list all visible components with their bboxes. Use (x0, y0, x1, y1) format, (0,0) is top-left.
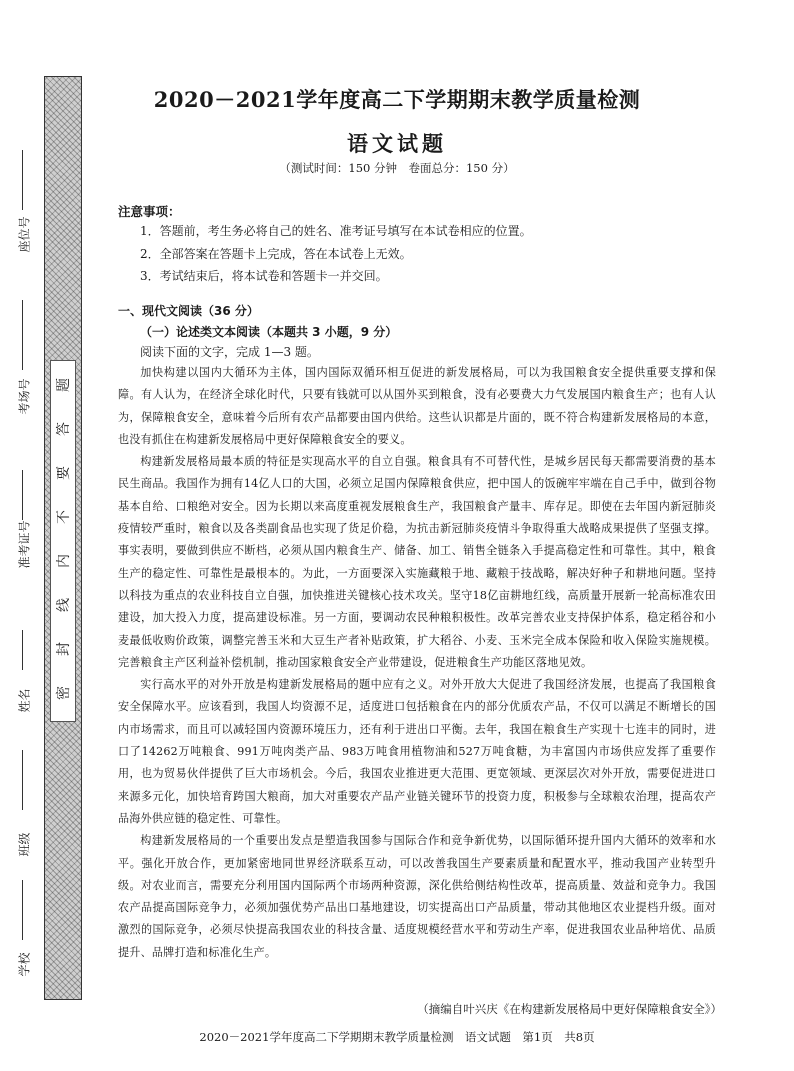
seal-char: 密 (56, 686, 72, 700)
exam-title: 2020－2021学年度高二下学期期末教学质量检测 (153, 87, 641, 112)
notes-title: 注意事项： (118, 204, 181, 219)
article-paragraph: 实行高水平的对外开放是构建新发展格局的题中应有之义。对外开放大大促进了我国经济发展，也提高了我国粮食安全保障水平。应该看到，我国人均资源不足，适度进口包括粮食在内的部分优质农产品，不仅可以满足不断增长的国内市场需求，而且可以减轻国内资源环境压力，还有利于进出口平衡。去年，我国在粮食生产实现十七连丰的同时，进口了14262万吨粮食、991万吨肉类产品、983万吨食用植物油和527万吨食糖，为丰富国内市场供应发挥了重要作用，也为贸易伙伴提供了巨大市场机会。今后，我国农业推进更大范围、更宽领域、更深层次对外开放，需要促进进口来源多元化，加快培育跨国大粮商，加大对重要农产品产业链关键环节的投资力度，积极参与全球粮农治理，提高农产品海外供应链的稳定性、可靠性。 (118, 678, 716, 825)
exam-room-label: 考场号 (17, 378, 32, 415)
exam-room-field[interactable] (14, 300, 34, 460)
seal-char: 题 (56, 378, 72, 392)
seal-line-box (50, 360, 76, 722)
exam-subtitle: 语文试题 (347, 131, 447, 156)
name-label: 姓名 (17, 688, 32, 713)
article-body (118, 362, 716, 964)
article-source: （摘编自叶兴庆《在构建新发展格局中更好保障粮食安全》） (417, 1002, 722, 1016)
note-item: 1．答题前，考生务必将自己的姓名、准考证号填写在本试卷相应的位置。 (140, 224, 532, 238)
section-heading: 一、现代文阅读（36 分） (118, 304, 259, 318)
seat-number-label: 座位号 (17, 216, 32, 253)
admission-number-field[interactable] (14, 470, 34, 630)
article-paragraph: 构建新发展格局的一个重要出发点是塑造我国参与国际合作和竞争新优势，以国际循环提升国内大循环的效率和水平。强化开放合作，更加紧密地同世界经济联系互动，可以改善我国生产要素质量和配置水平，推动我国产业转型升级。对农业而言，需要充分利用国内国际两个市场两种资源，深化供给侧结构性改革，提高质量、效益和竞争力。我国农产品提高国际竞争力，必须加强优势产品出口基地建设，切实提高出口产品质量，带动其他地区农业提档升级。面对激烈的国际竞争，必须尽快提高我国农业的科技含量、适度规模经营水平和劳动生产率，促进我国农业品种培优、品质提升、品牌打造和标准化生产。 (118, 834, 716, 959)
seal-char: 封 (56, 642, 72, 656)
class-label: 班级 (17, 832, 32, 857)
class-field[interactable] (14, 750, 34, 880)
page-footer: 2020－2021学年度高二下学期期末教学质量检测 语文试题 第1页 共8页 (199, 1030, 595, 1044)
seal-char: 线 (56, 598, 72, 612)
article-paragraph: 加快构建以国内大循环为主体，国内国际双循环相互促进的新发展格局，可以为我国粮食安全提供重要支撑和保障。有人认为，在经济全球化时代，只要有钱就可以从国外买到粮食，没有必要费大力气发展国内粮食生产；也有人认为，保障粮食安全，意味着今后所有农产品都要由国内供给。这些认识都是片面的，既不符合构建新发展格局的本意，也没有抓住在构建新发展格局中更好保障粮食安全的要义。 (118, 366, 716, 446)
seal-char: 内 (56, 554, 72, 568)
exam-info: （测试时间：150 分钟 卷面总分：150 分） (279, 161, 515, 175)
seal-char: 要 (56, 466, 72, 480)
school-field[interactable] (14, 880, 34, 990)
admission-number-label: 准考证号 (17, 520, 32, 569)
school-label: 学校 (17, 952, 32, 977)
article-paragraph: 构建新发展格局最本质的特征是实现高水平的自立自强。粮食具有不可替代性，是城乡居民每天都需要消费的基本民生商品。我国作为拥有14亿人口的大国，必须立足国内保障粮食供应，把中国人的饭碗牢牢端在自己手中，做到谷物基本自给、口粮绝对安全。因为长期以来高度重视发展粮食生产，我国粮食产量丰、库存足。即使在去年国内新冠肺炎疫情较严重时，粮食以及各类副食品也实现了货足价稳，为抗击新冠肺炎疫情斗争取得重大战略成果提供了坚强支撑。事实表明，要做到供应不断档，必须从国内粮食生产、储备、加工、销售全链条入手提高稳定性和可靠性。其中，粮食生产的稳定性、可靠性是最根本的。为此，一方面要深入实施藏粮于地、藏粮于技战略，解决好种子和耕地问题。坚持以科技为重点的农业科技自立自强，加快推进关键核心技术攻关。坚守18亿亩耕地红线，高质量开展新一轮高标准农田建设，加大投入力度，提高建设标准。另一方面，要调动农民种粮积极性。改革完善农业支持保护体系，稳定稻谷和小麦最低收购价政策，调整完善玉米和大豆生产者补贴政策，扩大稻谷、小麦、玉米完全成本保险和收入保险实施规模。完善粮食主产区利益补偿机制，推动国家粮食安全产业带建设，促进粮食生产功能区落地见效。 (118, 455, 716, 669)
seal-char: 不 (56, 510, 72, 524)
note-item: 3．考试结束后，将本试卷和答题卡一并交回。 (140, 269, 388, 283)
name-field[interactable] (14, 630, 34, 750)
seal-char: 答 (56, 422, 72, 436)
sub-section-heading: （一）论述类文本阅读（本题共 3 小题，9 分） (140, 325, 398, 339)
reading-instruction: 阅读下面的文字，完成 1—3 题。 (140, 345, 319, 359)
note-item: 2．全部答案在答题卡上完成，答在本试卷上无效。 (140, 246, 412, 261)
notes-list (140, 220, 700, 288)
